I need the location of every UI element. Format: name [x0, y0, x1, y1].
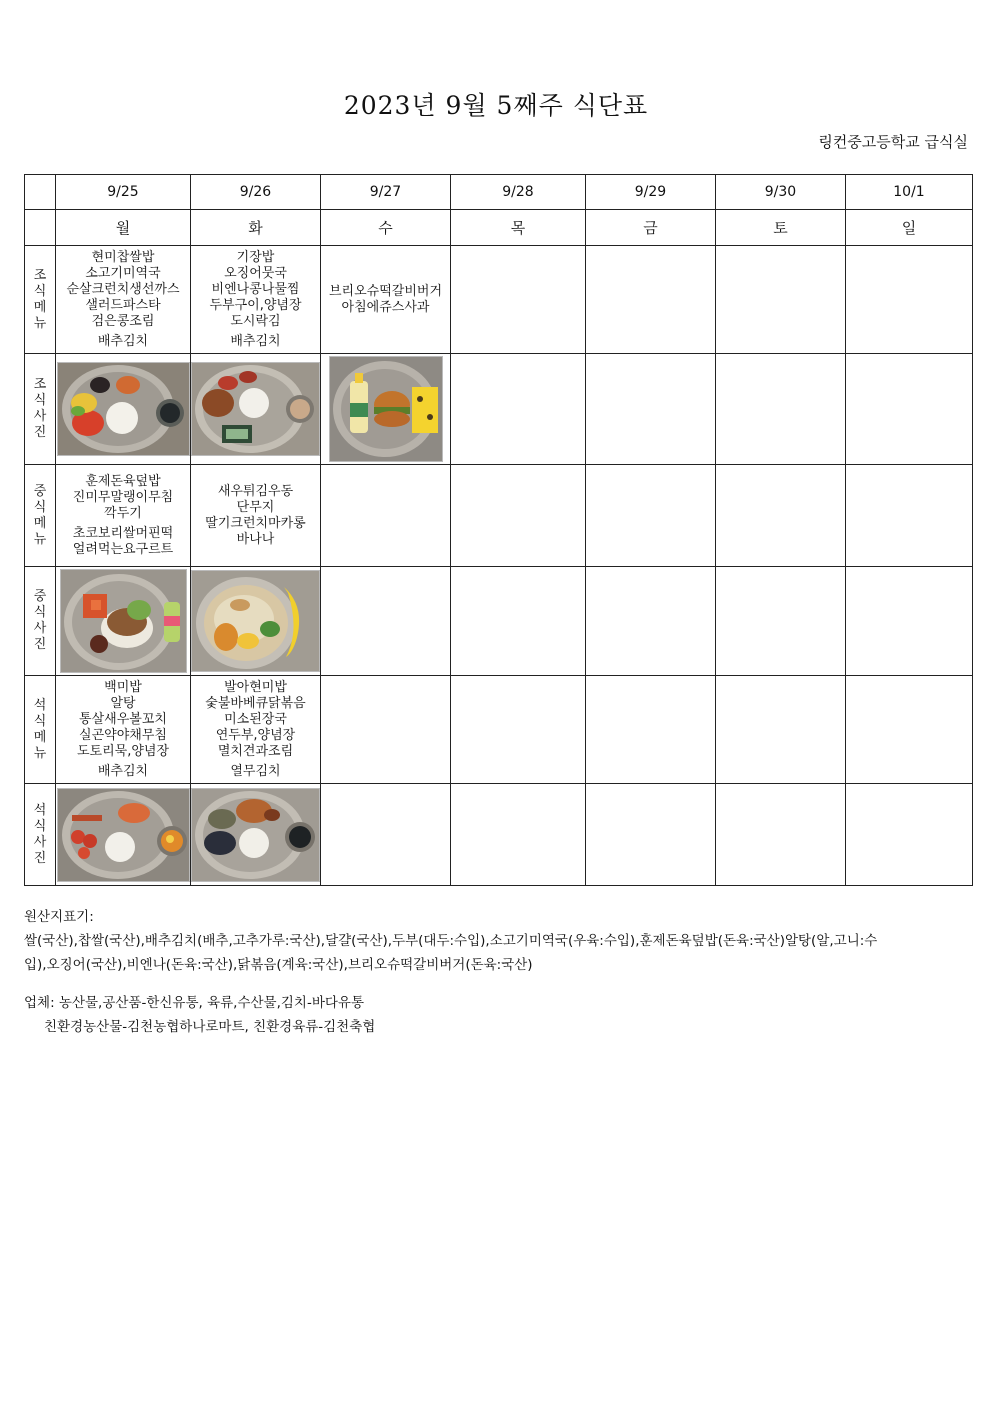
empty-cell: [586, 676, 716, 784]
menu-item: 통살새우볼꼬치: [79, 711, 167, 727]
menu-item: 새우튀김우동: [217, 483, 294, 499]
menu-item: 깍두기: [104, 505, 142, 521]
row-label-breakfast-menu: 조 식 메 뉴: [25, 246, 56, 354]
empty-cell: [716, 676, 846, 784]
breakfast-menu-row: [25, 246, 973, 354]
menu-item: 배추김치: [97, 763, 149, 779]
empty-cell: [846, 354, 973, 465]
empty-cell: [716, 354, 846, 465]
empty-cell: [716, 465, 846, 567]
menu-item: 검은콩조림: [91, 313, 155, 329]
menu-cell-dinner-mon: [56, 676, 191, 784]
menu-item: 도시락김: [230, 313, 281, 329]
date-cell: 9/30: [716, 175, 846, 210]
date-cell: 9/28: [451, 175, 586, 210]
meal-table: [24, 174, 973, 886]
menu-item: 기장밥: [236, 249, 275, 265]
menu-item: 아침에쥬스사과: [341, 299, 430, 315]
dinner-menu-row: [25, 676, 973, 784]
supplier-line: 업체: 농산물,공산품-한신유통, 육류,수산물,김치-바다유통: [24, 995, 364, 1011]
menu-item: 현미찹쌀밥: [91, 249, 155, 265]
empty-cell: [846, 246, 973, 354]
empty-cell: [846, 465, 973, 567]
empty-cell: [321, 567, 451, 676]
menu-item: 백미밥: [104, 679, 142, 695]
empty-cell: [716, 567, 846, 676]
menu-item: 훈제돈육덮밥: [85, 473, 161, 489]
row-label-breakfast-photo: 조 식 사 진: [25, 354, 56, 465]
corner-cell: [25, 175, 56, 210]
date-cell: 10/1: [846, 175, 973, 210]
row-label-dinner-menu: 석 식 메 뉴: [25, 676, 56, 784]
breakfast-photo-tue: [191, 362, 320, 456]
origin-text-line: 입),오징어(국산),비엔나(돈육:국산),닭볶음(계육:국산),브리오슈떡갈비버거(돈육:국산): [24, 957, 533, 973]
menu-item: 오징어뭇국: [224, 265, 287, 281]
photo-cell: [321, 354, 451, 465]
empty-cell: [321, 784, 451, 886]
menu-item: 초코보리쌀머핀떡: [72, 525, 174, 541]
weekday-cell: 화: [191, 210, 321, 246]
empty-cell: [586, 465, 716, 567]
dinner-photo-tue: [191, 788, 320, 882]
page-title: 2023년 9월 5째주 식단표: [343, 91, 649, 120]
menu-cell-dinner-tue: [191, 676, 321, 784]
photo-cell: [191, 354, 321, 465]
date-row: [25, 175, 973, 210]
breakfast-photo-wed: [329, 356, 443, 462]
menu-item: 소고기미역국: [85, 265, 161, 281]
breakfast-photo-row: [25, 354, 973, 465]
menu-cell-breakfast-tue: [191, 246, 321, 354]
menu-cell-lunch-tue: [191, 465, 321, 567]
row-label-lunch-photo: 중 식 사 진: [25, 567, 56, 676]
empty-cell: [846, 784, 973, 886]
weekday-row: [25, 210, 973, 246]
menu-item: 바나나: [236, 531, 275, 547]
lunch-photo-mon: [60, 569, 187, 673]
weekday-cell: 금: [586, 210, 716, 246]
photo-cell: [56, 354, 191, 465]
photo-cell: [191, 567, 321, 676]
menu-item: 배추김치: [97, 333, 149, 349]
weekday-cell: 일: [846, 210, 973, 246]
weekday-cell: 월: [56, 210, 191, 246]
dinner-photo-row: [25, 784, 973, 886]
menu-item: 비엔나콩나물찜: [211, 281, 300, 297]
lunch-photo-tue: [191, 570, 320, 672]
lunch-menu-row: [25, 465, 973, 567]
photo-cell: [56, 567, 191, 676]
menu-cell-breakfast-wed: [321, 246, 451, 354]
date-cell: 9/29: [586, 175, 716, 210]
empty-cell: [451, 465, 586, 567]
corner-cell: [25, 210, 56, 246]
weekday-cell: 토: [716, 210, 846, 246]
dinner-photo-mon: [57, 788, 190, 882]
origin-heading: 원산지표기:: [24, 909, 94, 925]
menu-cell-lunch-mon: [56, 465, 191, 567]
menu-item: 멸치견과조림: [217, 743, 294, 759]
menu-item: 알탕: [110, 695, 136, 711]
date-cell: 9/25: [56, 175, 191, 210]
menu-item: 실곤약야채무침: [79, 727, 167, 743]
empty-cell: [846, 676, 973, 784]
empty-cell: [716, 784, 846, 886]
empty-cell: [451, 567, 586, 676]
spacer: [24, 977, 970, 991]
empty-cell: [586, 784, 716, 886]
empty-cell: [586, 246, 716, 354]
empty-cell: [716, 246, 846, 354]
empty-cell: [586, 354, 716, 465]
menu-item: 얼려먹는요구르트: [72, 541, 174, 557]
empty-cell: [451, 354, 586, 465]
supplier-line: 친환경농산물-김천농협하나로마트, 친환경육류-김천축협: [44, 1019, 376, 1035]
date-cell: 9/26: [191, 175, 321, 210]
empty-cell: [451, 246, 586, 354]
weekday-cell: 수: [321, 210, 451, 246]
photo-cell: [56, 784, 191, 886]
menu-item: 단무지: [236, 499, 275, 515]
menu-item: 샐러드파스타: [85, 297, 161, 313]
menu-item: 순살크런치생선까스: [66, 281, 180, 297]
weekday-cell: 목: [451, 210, 586, 246]
empty-cell: [451, 676, 586, 784]
menu-item: 열무김치: [230, 763, 281, 779]
empty-cell: [321, 465, 451, 567]
menu-item: 딸기크런치마카롱: [205, 515, 306, 531]
origin-text-line: 쌀(국산),찹쌀(국산),배추김치(배추,고추가루:국산),달걀(국산),두부(대두:수입),소고기미역국(우육:수입),훈제돈육덮밥(돈육:국산)알탕(알,고니:수: [24, 933, 878, 949]
menu-item: 숯불바베큐닭볶음: [205, 695, 306, 711]
empty-cell: [451, 784, 586, 886]
lunch-photo-row: [25, 567, 973, 676]
menu-item: 진미무말랭이무침: [72, 489, 174, 505]
row-label-lunch-menu: 중 식 메 뉴: [25, 465, 56, 567]
menu-item: 브리오슈떡갈비버거: [328, 283, 443, 299]
menu-item: 미소된장국: [224, 711, 287, 727]
school-name: 링컨중고등학교 급식실: [818, 133, 968, 151]
notes-section: [24, 905, 970, 1039]
menu-item: 발아현미밥: [224, 679, 287, 695]
menu-item: 도토리묵,양념장: [76, 743, 170, 759]
photo-cell: [191, 784, 321, 886]
empty-cell: [586, 567, 716, 676]
menu-item: 두부구이,양념장: [209, 297, 302, 313]
menu-item: 연두부,양념장: [215, 727, 296, 743]
empty-cell: [846, 567, 973, 676]
menu-cell-breakfast-mon: [56, 246, 191, 354]
breakfast-photo-mon: [57, 362, 190, 456]
menu-item: 배추김치: [230, 333, 281, 349]
row-label-dinner-photo: 석 식 사 진: [25, 784, 56, 886]
empty-cell: [321, 676, 451, 784]
date-cell: 9/27: [321, 175, 451, 210]
